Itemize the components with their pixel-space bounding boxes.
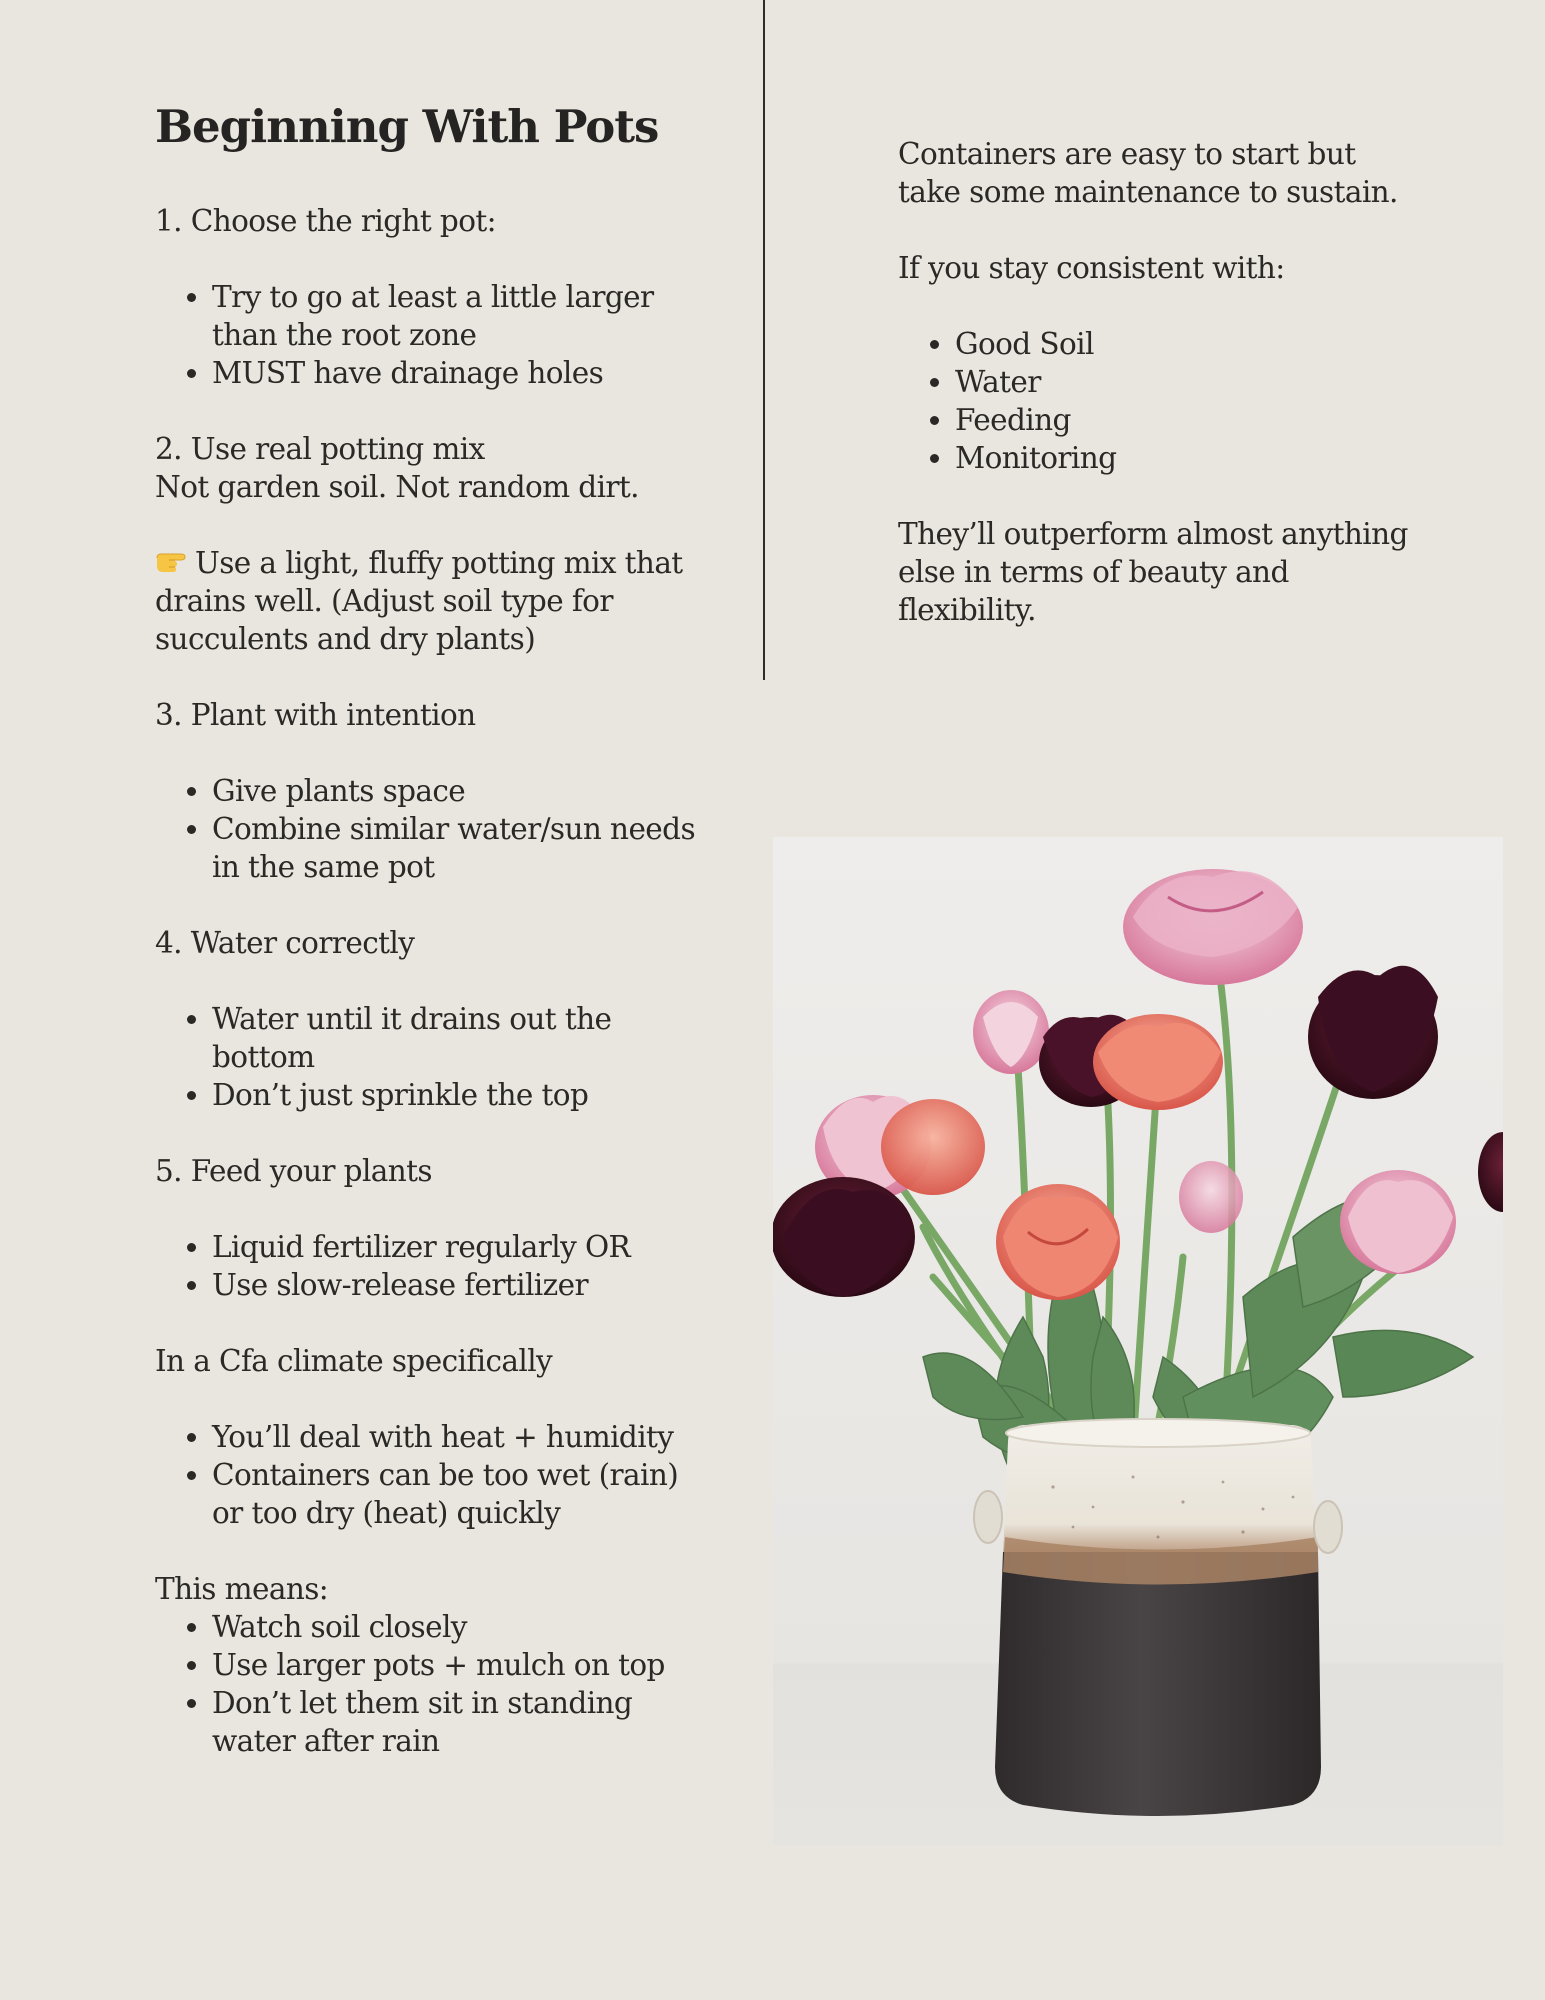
list-item: • Monitoring bbox=[955, 439, 1418, 477]
list-item: • You’ll deal with heat + humidity bbox=[212, 1418, 715, 1456]
ceramic-pot bbox=[974, 1419, 1342, 1816]
list-item: • Don’t let them sit in standing water after rain bbox=[212, 1684, 715, 1760]
pointing-hand-icon bbox=[155, 546, 191, 572]
column-divider bbox=[763, 0, 765, 680]
step2-tip-text: Use a light, fluffy potting mix that drains well. (Adjust soil type for succulents and dry plants) bbox=[155, 546, 683, 656]
left-column bbox=[155, 100, 715, 1760]
list-item: • Water bbox=[955, 363, 1418, 401]
list-item: • Liquid fertilizer regularly OR bbox=[212, 1228, 715, 1266]
list-item: • Try to go at least a little larger than the root zone bbox=[212, 278, 715, 354]
list-item: • Containers can be too wet (rain) or too dry (heat) quickly bbox=[212, 1456, 715, 1532]
tulip-vase-illustration bbox=[773, 837, 1503, 1845]
list-item: • Use slow-release fertilizer bbox=[212, 1266, 715, 1304]
list-item: • Feeding bbox=[955, 401, 1418, 439]
consistency-list bbox=[898, 325, 1418, 477]
consistency-lead: If you stay consistent with: bbox=[898, 251, 1285, 285]
step5-heading: 5. Feed your plants bbox=[155, 1154, 432, 1188]
step3-heading: 3. Plant with intention bbox=[155, 698, 476, 732]
step3-list bbox=[155, 772, 715, 886]
list-item: • Combine similar water/sun needs in the same pot bbox=[212, 810, 715, 886]
right-column bbox=[898, 135, 1418, 629]
step2-heading: 2. Use real potting mix bbox=[155, 432, 485, 466]
climate-list bbox=[155, 1418, 715, 1532]
page-title: Beginning With Pots bbox=[155, 100, 659, 153]
list-item: • Give plants space bbox=[212, 772, 715, 810]
intro-paragraph: Containers are easy to start but take some maintenance to sustain. bbox=[898, 137, 1398, 209]
list-item: • Use larger pots + mulch on top bbox=[212, 1646, 715, 1684]
list-item: • Watch soil closely bbox=[212, 1608, 715, 1646]
step5-list bbox=[155, 1228, 715, 1304]
list-item: • MUST have drainage holes bbox=[212, 354, 715, 392]
step2-tip bbox=[155, 544, 715, 658]
step4-heading: 4. Water correctly bbox=[155, 926, 415, 960]
list-item: • Don’t just sprinkle the top bbox=[212, 1076, 715, 1114]
means-list bbox=[155, 1608, 715, 1760]
climate-heading: In a Cfa climate specifically bbox=[155, 1344, 553, 1378]
conclusion-paragraph: They’ll outperform almost anything else in terms of beauty and flexibility. bbox=[898, 517, 1408, 627]
list-item: • Water until it drains out the bottom bbox=[212, 1000, 715, 1076]
step1-heading: 1. Choose the right pot: bbox=[155, 204, 496, 238]
means-heading: This means: bbox=[155, 1572, 329, 1606]
tulip-vase-photo bbox=[773, 837, 1503, 1845]
step1-list bbox=[155, 278, 715, 392]
step2-subline: Not garden soil. Not random dirt. bbox=[155, 470, 639, 504]
list-item: • Good Soil bbox=[955, 325, 1418, 363]
step4-list bbox=[155, 1000, 715, 1114]
